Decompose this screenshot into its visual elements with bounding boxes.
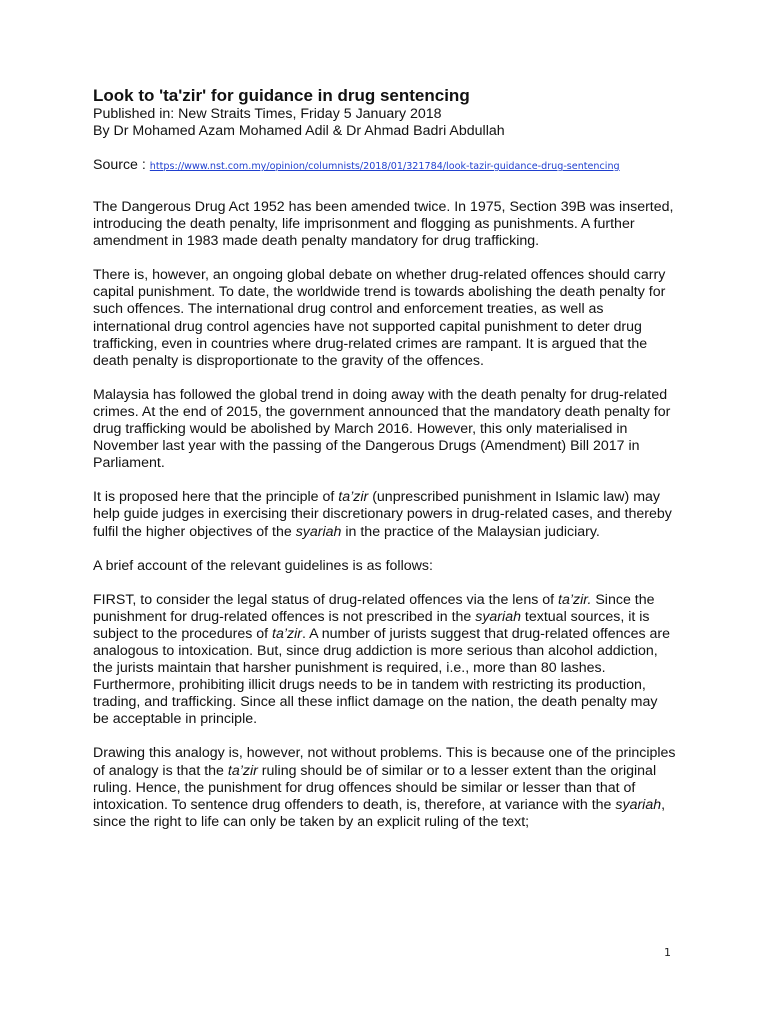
text-run: textual sources, it is subject to the procedures of bbox=[93, 608, 650, 642]
text-run: Malaysia has followed the global trend in doing away with the death penalty for drug-related crimes. At the end of 2015, the government announced that the mandatory death penalty for drug trafficking would be abolished by March 2016. However, this only materialised in November last year with the passing of the Dangerous Drugs (Amendment) Bill 2017 in Parliament. bbox=[93, 386, 671, 472]
text-run: The Dangerous Drug Act 1952 has been amended twice. In 1975, Section 39B was inserted, introducing the death penalty, life imprisonment and flogging as punishments. A further amendment in 1983 made death penalty mandatory for drug trafficking. bbox=[93, 199, 674, 250]
text-run: Since the punishment for drug-related offences is not prescribed in the bbox=[93, 591, 655, 625]
article-paragraph-6 bbox=[93, 592, 677, 729]
text-run: , since the right to life can only be taken by an explicit ruling of the text; bbox=[93, 796, 666, 830]
italic-term: syariah bbox=[295, 523, 342, 540]
italic-term: ta’zir bbox=[272, 625, 302, 642]
author-byline: By Dr Mohamed Azam Mohamed Adil & Dr Ahmad Badri Abdullah bbox=[93, 123, 505, 139]
article-paragraph-4 bbox=[93, 489, 677, 540]
article-paragraph-2 bbox=[93, 267, 677, 370]
article-title: Look to 'ta'zir' for guidance in drug sentencing bbox=[93, 86, 470, 105]
italic-term: syariah bbox=[475, 608, 521, 625]
text-run: A brief account of the relevant guidelines is as follows: bbox=[93, 557, 433, 574]
text-run: ruling should be of similar or to a lesser extent than the original ruling. Hence, the punishment for drug offences should be similar or lesser than that of intoxication. To sentence drug offenders to death, is, therefore, at variance with the bbox=[93, 762, 657, 813]
article-paragraph-3 bbox=[93, 387, 677, 472]
italic-term: syariah bbox=[615, 796, 662, 813]
text-run: FIRST, to consider the legal status of drug-related offences via the lens of bbox=[93, 591, 559, 608]
text-run: in the practice of the Malaysian judiciary. bbox=[341, 523, 600, 540]
italic-term: ta’zir. bbox=[558, 591, 592, 608]
text-run: (unprescribed punishment in Islamic law) may help guide judges in exercising their discretionary powers in drug-related cases, and thereby fulfil the higher objectives of the bbox=[93, 489, 672, 540]
publication-info: Published in: New Straits Times, Friday 5 January 2018 bbox=[93, 106, 442, 122]
page-number: 1 bbox=[664, 946, 671, 959]
article-paragraph-7 bbox=[93, 745, 677, 830]
source-line bbox=[93, 157, 677, 175]
italic-term: ta’zir bbox=[227, 762, 258, 779]
article-body bbox=[93, 199, 677, 831]
article-paragraph-1 bbox=[93, 199, 677, 250]
text-run: It is proposed here that the principle of bbox=[93, 489, 339, 506]
source-link[interactable]: https://www.nst.com.my/opinion/columnists/2018/01/321784/look-tazir-guidance-drug-sentencing bbox=[149, 161, 620, 172]
italic-term: ta’zir bbox=[338, 489, 369, 506]
document-page bbox=[93, 86, 677, 831]
text-run: Drawing this analogy is, however, not without problems. This is because one of the principles of analogy is that the bbox=[93, 745, 676, 779]
source-label: Source : bbox=[93, 157, 146, 173]
text-run: There is, however, an ongoing global debate on whether drug-related offences should carry capital punishment. To date, the worldwide trend is towards abolishing the death penalty for such offences. The international drug control and enforcement treaties, as well as international drug control agencies have not supported capital punishment to deter drug trafficking, even in countries where drug-related crimes are rampant. It is argued that the death penalty is disproportionate to the gravity of the offences. bbox=[93, 267, 666, 369]
text-run: . A number of jurists suggest that drug-related offences are analogous to intoxication. But, since drug addiction is more serious than alcohol addiction, the jurists maintain that harsher punishment is required, i.e., more than 80 lashes. Furthermore, prohibiting illicit drugs needs to be in tandem with restricting its production, trading, and trafficking. Since all these inflict damage on the nation, the death penalty may be acceptable in principle. bbox=[93, 625, 671, 728]
article-paragraph-5 bbox=[93, 558, 677, 575]
